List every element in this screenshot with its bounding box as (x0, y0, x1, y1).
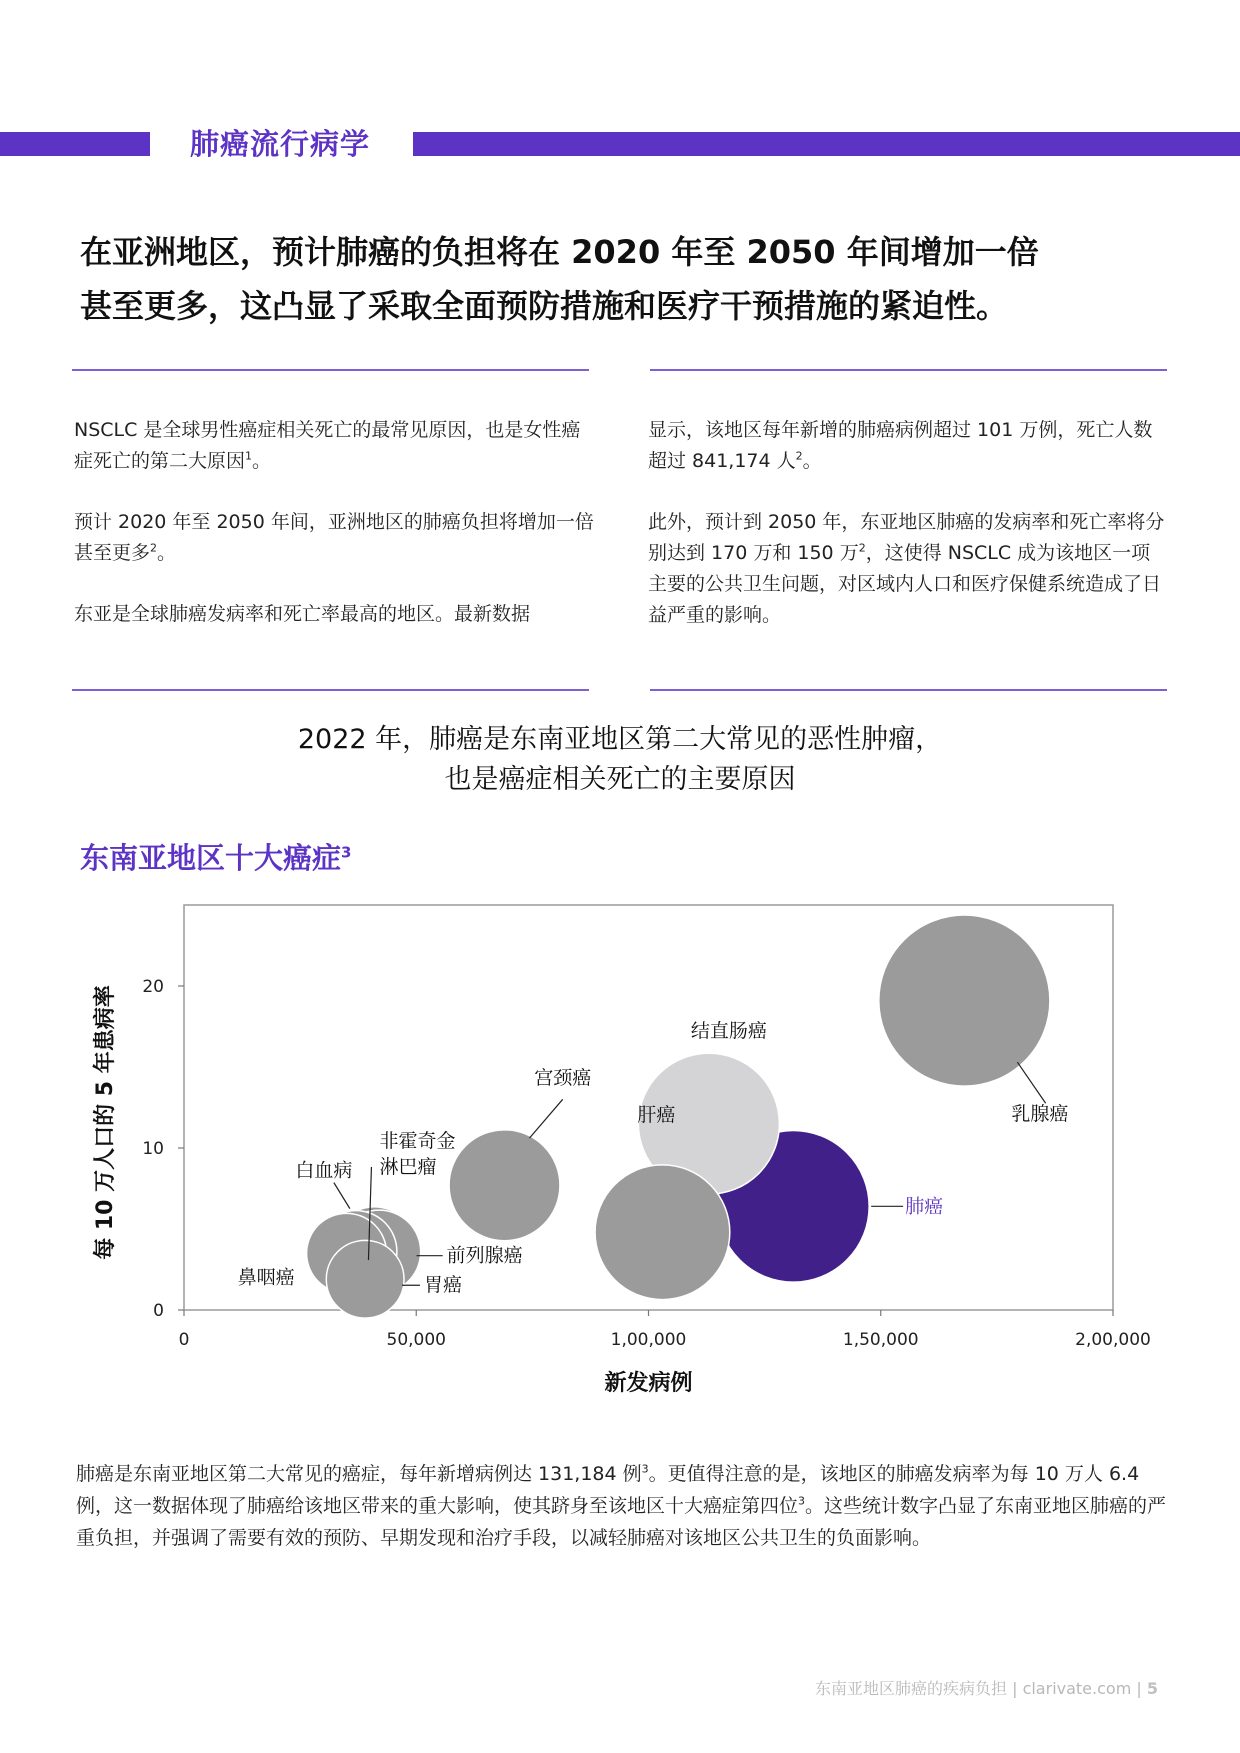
x-tick-label: 1,00,000 (610, 1330, 687, 1350)
leader-line (529, 1099, 562, 1138)
page-footer: 东南亚地区肺癌的疾病负担 | clarivate.com | 5 (815, 1679, 1158, 1698)
bubble-label: 胃癌 (424, 1274, 463, 1297)
x-tick-label: 50,000 (386, 1330, 446, 1350)
bubble-point (326, 1240, 404, 1318)
subhead-line-2: 也是癌症相关死亡的主要原因 (444, 764, 796, 795)
headline-line-1: 在亚洲地区，预计肺癌的负担将在 2020 年至 2050 年间增加一倍 (80, 233, 1039, 271)
bubble-point (449, 1130, 560, 1241)
left-paragraph-3: 东亚是全球肺癌发病率和死亡率最高的地区。最新数据 (74, 603, 531, 625)
bubble-label: 结直肠癌 (690, 1020, 767, 1043)
bubble-label: 非霍奇金 (379, 1129, 456, 1152)
y-tick-label: 10 (142, 1139, 164, 1159)
bubble-label: 鼻咽癌 (237, 1266, 295, 1289)
left-paragraph-2: 预计 2020 年至 2050 年间，亚洲地区的肺癌负担将增加一倍甚至更多$^2$。 (74, 511, 594, 564)
rule-top-right (650, 369, 1167, 371)
y-tick-label: 20 (142, 977, 164, 997)
left-column (74, 415, 594, 630)
subhead-line-1: 2022 年，肺癌是东南亚地区第二大常见的恶性肿瘤， (297, 724, 943, 755)
section-band-right (413, 132, 1240, 156)
rule-top-left (72, 369, 589, 371)
rule-bottom-right (650, 689, 1167, 691)
rule-bottom-left (72, 689, 589, 691)
bubble-label: 肝癌 (637, 1103, 676, 1126)
leader-line (334, 1183, 350, 1209)
x-axis-label: 新发病例 (604, 1371, 693, 1396)
section-band-left (0, 132, 150, 156)
y-axis-label: 每 10 万人口的 5 年患病率 (93, 985, 118, 1260)
bubble-chart (60, 888, 1151, 1408)
page-number: 5 (1146, 1679, 1158, 1698)
bubble-point (879, 915, 1050, 1086)
chart-subhead (0, 720, 1240, 800)
bottom-paragraph: 肺癌是东南亚地区第二大常见的癌症，每年新增病例达 131,184 例$^3$。更值得注意的是，该地区的肺癌发病率为每 10 万人 6.4 例，这一数据体现了肺癌给该地区带来的重大影响，使其跻身至该地区十大癌症第四位$^3$。这些统计数字凸显了东南亚地区肺癌的严重负担，并强调了需要有效的预防、早期发现和治疗手段，以减轻肺癌对该地区公共卫生的负面影响。 (76, 1462, 1167, 1549)
right-paragraph-2: 此外，预计到 2050 年，东亚地区肺癌的发病率和死亡率将分别达到 170 万和 150 万$^2$，这使得 NSCLC 成为该地区一项主要的公共卫生问题，对区域内人口和医疗保健系统造成了日益严重的影响。 (648, 511, 1165, 626)
headline-line-2: 甚至更多，这凸显了采取全面预防措施和医疗干预措施的紧迫性。 (80, 287, 1009, 325)
bubble-label: 淋巴瘤 (379, 1155, 437, 1178)
bubble-label: 肺癌 (905, 1195, 944, 1218)
x-tick-label: 0 (178, 1330, 190, 1350)
bubble-label: 宫颈癌 (534, 1066, 592, 1089)
left-paragraph-1: NSCLC 是全球男性癌症相关死亡的最常见原因，也是女性癌症死亡的第二大原因$^1$。 (74, 419, 581, 472)
right-paragraph-1: 显示，该地区每年新增的肺癌病例超过 101 万例，死亡人数超过 841,174 人$^2$。 (648, 419, 1153, 472)
y-tick-label: 0 (153, 1301, 164, 1321)
x-tick-label: 2,00,000 (1075, 1330, 1151, 1350)
headline (80, 225, 1180, 333)
section-title: 肺癌流行病学 (190, 127, 371, 161)
bubble-label: 前列腺癌 (446, 1244, 523, 1267)
right-column (648, 415, 1168, 631)
chart-title: 东南亚地区十大癌症$^3$ (80, 841, 352, 875)
bubble-point (595, 1165, 730, 1300)
bubble-label: 乳腺癌 (1011, 1103, 1069, 1126)
leader-line (1017, 1062, 1045, 1103)
x-tick-label: 1,50,000 (842, 1330, 919, 1350)
bubble-label: 白血病 (295, 1159, 353, 1182)
